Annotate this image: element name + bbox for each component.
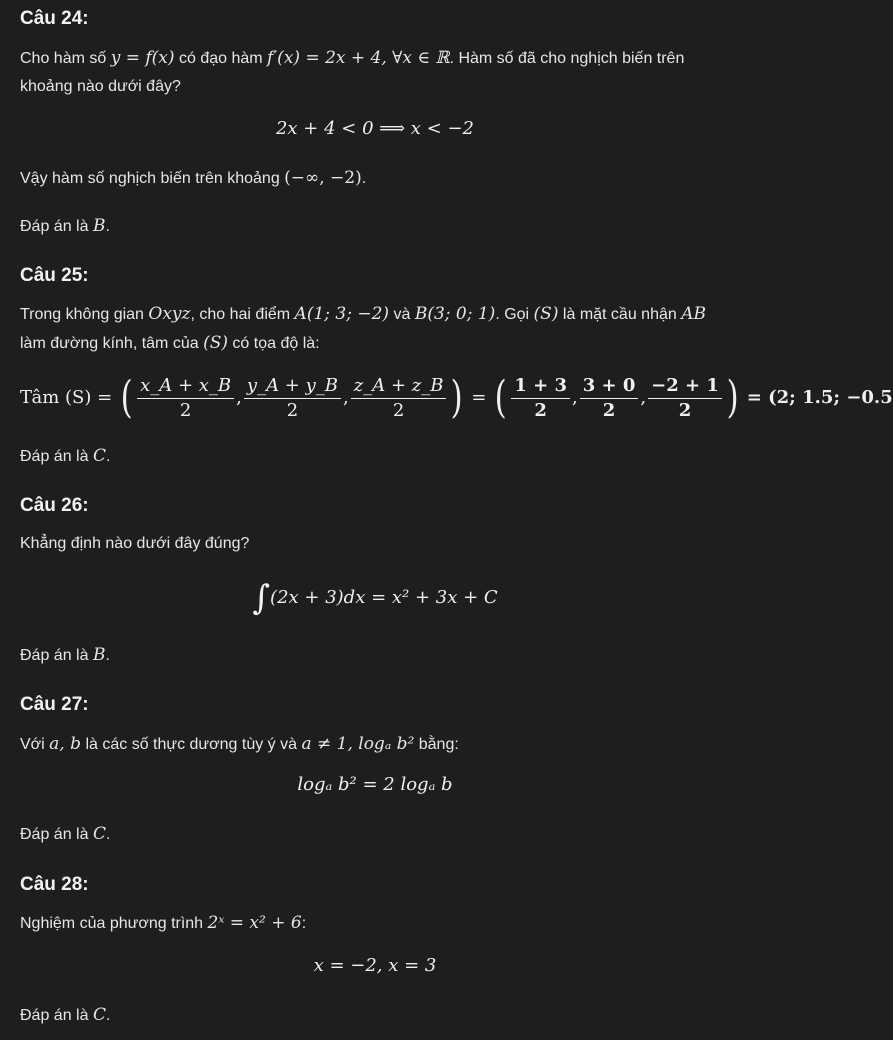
fraction [648, 374, 722, 423]
q25-text-part: là mặt cầu nhận [558, 306, 682, 323]
q25-text-part: làm đường kính, tâm của [20, 335, 204, 352]
question-28-text [20, 909, 736, 938]
q24-text-part: . Hàm số đã cho nghịch biến trên [449, 50, 685, 67]
answer-prefix: Đáp án là [20, 448, 93, 465]
fraction [137, 374, 234, 423]
question-26-heading: Câu 26: [20, 495, 89, 516]
q25-text-part: có tọa độ là: [227, 335, 320, 352]
answer-letter: C [92, 1005, 106, 1025]
fraction [244, 374, 341, 423]
fraction-numerator: y_A + y_B [244, 374, 341, 399]
answer-prefix: Đáp án là [20, 1007, 93, 1024]
answer-suffix: . [105, 1007, 111, 1024]
q26-integral-body: (2x + 3)dx = x² + 3x + C [270, 587, 498, 608]
q24-text-part: có đạo hàm [174, 50, 268, 67]
fraction-denominator: 2 [286, 399, 299, 421]
answer-suffix: . [105, 448, 111, 465]
q25-answer [20, 442, 736, 471]
q28-text-part: Nghiệm của phương trình [20, 915, 208, 932]
integral-sign: ∫ [252, 578, 271, 618]
fraction-denominator: 2 [678, 399, 692, 421]
q27-equation-text: logₐ b² = 2 logₐ b [297, 774, 453, 795]
question-27-text [20, 730, 736, 759]
question-26-text: Khẳng định nào dưới đây đúng? [20, 535, 250, 552]
q24-text-line2: khoảng nào dưới đây? [20, 78, 181, 95]
answer-letter: C [92, 446, 106, 466]
q25-math-sphere: (S) [203, 333, 228, 353]
q28-solution-text: x = −2, x = 3 [313, 955, 437, 976]
q25-math-sphere: (S) [533, 304, 559, 324]
right-paren: ) [726, 372, 739, 423]
left-paren: ( [494, 372, 507, 423]
q27-text-part: là các số thực dương tùy ý và [81, 736, 302, 753]
q28-text-part: : [301, 915, 307, 932]
q24-conclusion-period: . [361, 170, 367, 187]
answer-letter: B [92, 216, 106, 236]
q25-math-point-a: A(1; 3; −2) [294, 304, 390, 324]
left-paren: ( [120, 372, 133, 423]
fraction-numerator: x_A + x_B [137, 374, 234, 399]
q27-math-log: a ≠ 1, logₐ b² [301, 734, 415, 754]
q24-answer [20, 212, 736, 241]
q28-math-equation: 2ˣ = x² + 6 [207, 913, 302, 933]
q25-eq-result: = (2; 1.5; −0.5 [746, 387, 893, 408]
fraction-denominator: 2 [602, 399, 616, 421]
q24-conclusion-interval: (−∞, −2) [284, 168, 362, 188]
q24-conclusion [20, 164, 736, 193]
answer-suffix: . [105, 826, 111, 843]
q25-math-point-b: B(3; 0; 1) [414, 304, 496, 324]
fraction-denominator: 2 [179, 399, 192, 421]
q25-text-part: Trong không gian [20, 306, 149, 323]
q26-integral-equation [0, 578, 750, 618]
fraction-numerator: −2 + 1 [648, 374, 722, 399]
q24-equation-text: 2x + 4 < 0 ⟹ x < −2 [275, 118, 475, 139]
q27-equation [0, 774, 750, 795]
q25-math-segment: AB [681, 304, 706, 324]
fraction [580, 374, 639, 423]
fraction-denominator: 2 [392, 399, 405, 421]
q26-answer [20, 641, 736, 670]
fraction [351, 374, 447, 423]
q28-solution [0, 955, 750, 976]
question-25-text [20, 300, 736, 358]
q28-answer [20, 1001, 736, 1030]
q25-text-part: và [389, 306, 415, 323]
question-24-heading: Câu 24: [20, 8, 89, 29]
q24-equation [0, 118, 750, 139]
q27-text-part: Với [20, 736, 50, 753]
answer-prefix: Đáp án là [20, 826, 93, 843]
fraction-denominator: 2 [534, 399, 547, 421]
question-25-heading: Câu 25: [20, 265, 89, 286]
q27-math-vars: a, b [49, 734, 81, 754]
answer-suffix: . [105, 218, 110, 235]
q25-eq-lhs: Tâm (S) = [20, 387, 113, 408]
answer-prefix: Đáp án là [20, 218, 93, 235]
q25-math-space: Oxyz [148, 304, 191, 324]
q24-text-part: Cho hàm số [20, 50, 111, 67]
question-28-heading: Câu 28: [20, 874, 89, 895]
answer-letter: C [92, 824, 106, 844]
fraction-numerator: 1 + 3 [511, 374, 570, 399]
question-24-text [20, 44, 736, 101]
q25-text-part: , cho hai điểm [190, 306, 295, 323]
fraction [511, 374, 570, 423]
q27-answer [20, 820, 736, 849]
q24-math-function: y = f(x) [110, 48, 175, 68]
fraction-numerator: z_A + z_B [351, 374, 447, 399]
q27-text-part: bằng: [414, 736, 459, 753]
q25-text-part: . Gọi [495, 306, 534, 323]
question-27-heading: Câu 27: [20, 694, 89, 715]
answer-suffix: . [105, 647, 110, 664]
fraction-numerator: 3 + 0 [580, 374, 639, 399]
q24-math-derivative: f′(x) = 2x + 4, ∀x ∈ ℝ [267, 48, 450, 68]
q24-conclusion-text: Vậy hàm số nghịch biến trên khoảng [20, 170, 285, 187]
q25-center-equation: Tâm (S) = ( $\frac{x\_A + x\_B}{2}$ , $\frac{y\_A + y\_B}{2}$ , $\frac{z\_A + z\_B}{2}$ ) = ( $\frac{1 + 3}{2}$ , $\frac{3 + 0}{2}$ , $\frac{-2 + 1}{2}$ ) = (2; 1.5; −0.5 [20, 372, 893, 423]
answer-prefix: Đáp án là [20, 647, 93, 664]
right-paren: ) [451, 372, 464, 423]
answer-letter: B [92, 645, 106, 665]
